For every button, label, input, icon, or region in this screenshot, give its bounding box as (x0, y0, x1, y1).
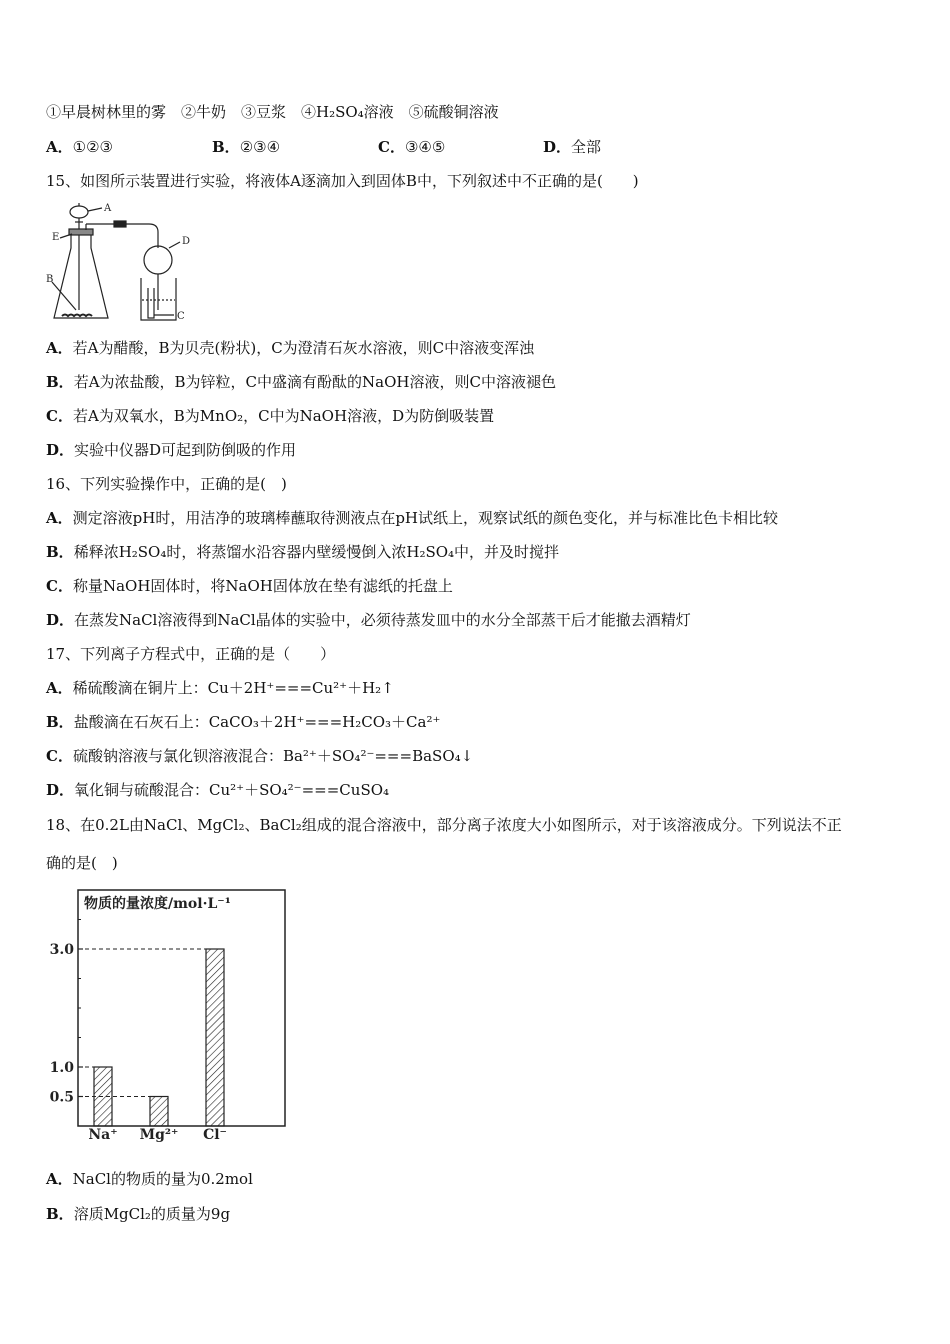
option-text: 若A为双氧水，B为MnO₂，C中为NaOH溶液，D为防倒吸装置 (72, 407, 495, 425)
option-key: C． (46, 577, 73, 595)
q17-option-a (46, 678, 394, 698)
x-tick-label-1: Mg²⁺ (139, 1127, 179, 1143)
label-d: D (182, 236, 191, 247)
option-text: 硫酸钠溶液与氯化钡溶液混合：Ba²⁺＋SO₄²⁻===BaSO₄↓ (72, 747, 474, 765)
label-b: B (46, 274, 54, 285)
q18-option-b (46, 1204, 230, 1224)
q18-stem-line2: 确的是( ) (46, 854, 118, 872)
option-text: 若A为浓盐酸，B为锌粒，C中盛滴有酚酞的NaOH溶液，则C中溶液褪色 (73, 373, 556, 391)
q14-option-d (543, 137, 601, 157)
option-key: D． (46, 781, 75, 799)
option-key: B． (46, 713, 74, 731)
q15-stem: 15、如图所示装置进行实验，将液体A逐滴加入到固体B中，下列叙述中不正确的是( ) (46, 172, 639, 190)
chart-title: 物质的量浓度/mol·L⁻¹ (84, 896, 231, 912)
q17-option-b (46, 712, 440, 732)
q16-option-d (46, 610, 691, 630)
option-text: 盐酸滴在石灰石上：CaCO₃＋2H⁺===H₂CO₃＋Ca²⁺ (73, 713, 441, 731)
option-text: NaCl的物质的量为0.2mol (72, 1170, 253, 1188)
option-text: 稀释浓H₂SO₄时，将蒸馏水沿容器内壁缓慢倒入浓H₂SO₄中，并及时搅拌 (73, 543, 560, 561)
option-key: A． (46, 509, 73, 527)
option-text: ③④⑤ (404, 138, 446, 156)
option-text: ②③④ (239, 138, 281, 156)
q17-stem: 17、下列离子方程式中，正确的是（ ） (46, 645, 336, 663)
option-text: 称量NaOH固体时，将NaOH固体放在垫有滤纸的托盘上 (72, 577, 453, 595)
funnel-bulb (70, 206, 88, 218)
q16-option-b (46, 542, 559, 562)
y-tick-label-1: 1.0 (49, 1060, 74, 1076)
ion-concentration-chart (40, 886, 290, 1146)
q15-option-d (46, 440, 296, 460)
option-key: A． (46, 138, 73, 156)
q14-option-b (212, 137, 280, 157)
q18-stem-line1: 18、在0.2L由NaCl、MgCl₂、BaCl₂组成的混合溶液中，部分离子浓度大小如图所示，对于该溶液成分。下列说法不正 (46, 816, 842, 834)
option-key: A． (46, 679, 73, 697)
option-key: C． (46, 747, 73, 765)
q14-option-c (378, 137, 445, 157)
x-tick-label-2: Cl⁻ (203, 1127, 227, 1143)
option-key: C． (46, 407, 73, 425)
q17-option-c (46, 746, 473, 766)
conical-flask (54, 232, 108, 318)
q14-option-a (46, 137, 113, 157)
option-text: 全部 (571, 138, 602, 156)
bar-2 (206, 949, 224, 1126)
q16-option-a (46, 508, 778, 528)
x-tick-label-0: Na⁺ (88, 1127, 118, 1143)
label-e: E (52, 232, 60, 243)
q17-option-d (46, 780, 389, 800)
option-text: 溶质MgCl₂的质量为9g (73, 1205, 231, 1223)
q15-option-b (46, 372, 556, 392)
label-c: C (177, 311, 185, 322)
option-text: 稀硫酸滴在铜片上：Cu＋2H⁺===Cu²⁺＋H₂↑ (72, 679, 394, 697)
option-key: C． (378, 138, 405, 156)
option-key: D． (543, 138, 572, 156)
option-text: 实验中仪器D可起到防倒吸的作用 (74, 441, 297, 459)
option-text: 在蒸发NaCl溶液得到NaCl晶体的实验中，必须待蒸发皿中的水分全部蒸干后才能撤去酒精灯 (74, 611, 691, 629)
y-tick-label-2: 3.0 (49, 942, 74, 958)
option-key: B． (212, 138, 240, 156)
apparatus-figure (46, 200, 211, 330)
option-key: B． (46, 543, 74, 561)
label-a: A (104, 203, 112, 214)
option-key: B． (46, 373, 74, 391)
q16-stem: 16、下列实验操作中，正确的是( ) (46, 475, 287, 493)
q14-items-line: ①早晨树林里的雾 ②牛奶 ③豆浆 ④H₂SO₄溶液 ⑤硫酸铜溶液 (46, 103, 499, 121)
option-text: 氧化铜与硫酸混合：Cu²⁺＋SO₄²⁻===CuSO₄ (74, 781, 390, 799)
option-key: D． (46, 611, 75, 629)
q16-option-c (46, 576, 453, 596)
y-tick-label-0: 0.5 (49, 1089, 74, 1106)
q15-option-c (46, 406, 494, 426)
q15-option-a (46, 338, 534, 358)
option-key: B． (46, 1205, 74, 1223)
option-text: 若A为醋酸，B为贝壳(粉状)，C为澄清石灰水溶液，则C中溶液变浑浊 (72, 339, 535, 357)
option-key: A． (46, 339, 73, 357)
option-text: ①②③ (72, 138, 113, 156)
bulb-d (144, 246, 172, 274)
bar-1 (150, 1097, 168, 1127)
option-key: A． (46, 1170, 73, 1188)
bar-0 (94, 1067, 112, 1126)
option-key: D． (46, 441, 75, 459)
q18-option-a (46, 1169, 253, 1189)
option-text: 测定溶液pH时，用洁净的玻璃棒蘸取待测液点在pH试纸上，观察试纸的颜色变化，并与标准比色卡相比较 (72, 509, 779, 527)
